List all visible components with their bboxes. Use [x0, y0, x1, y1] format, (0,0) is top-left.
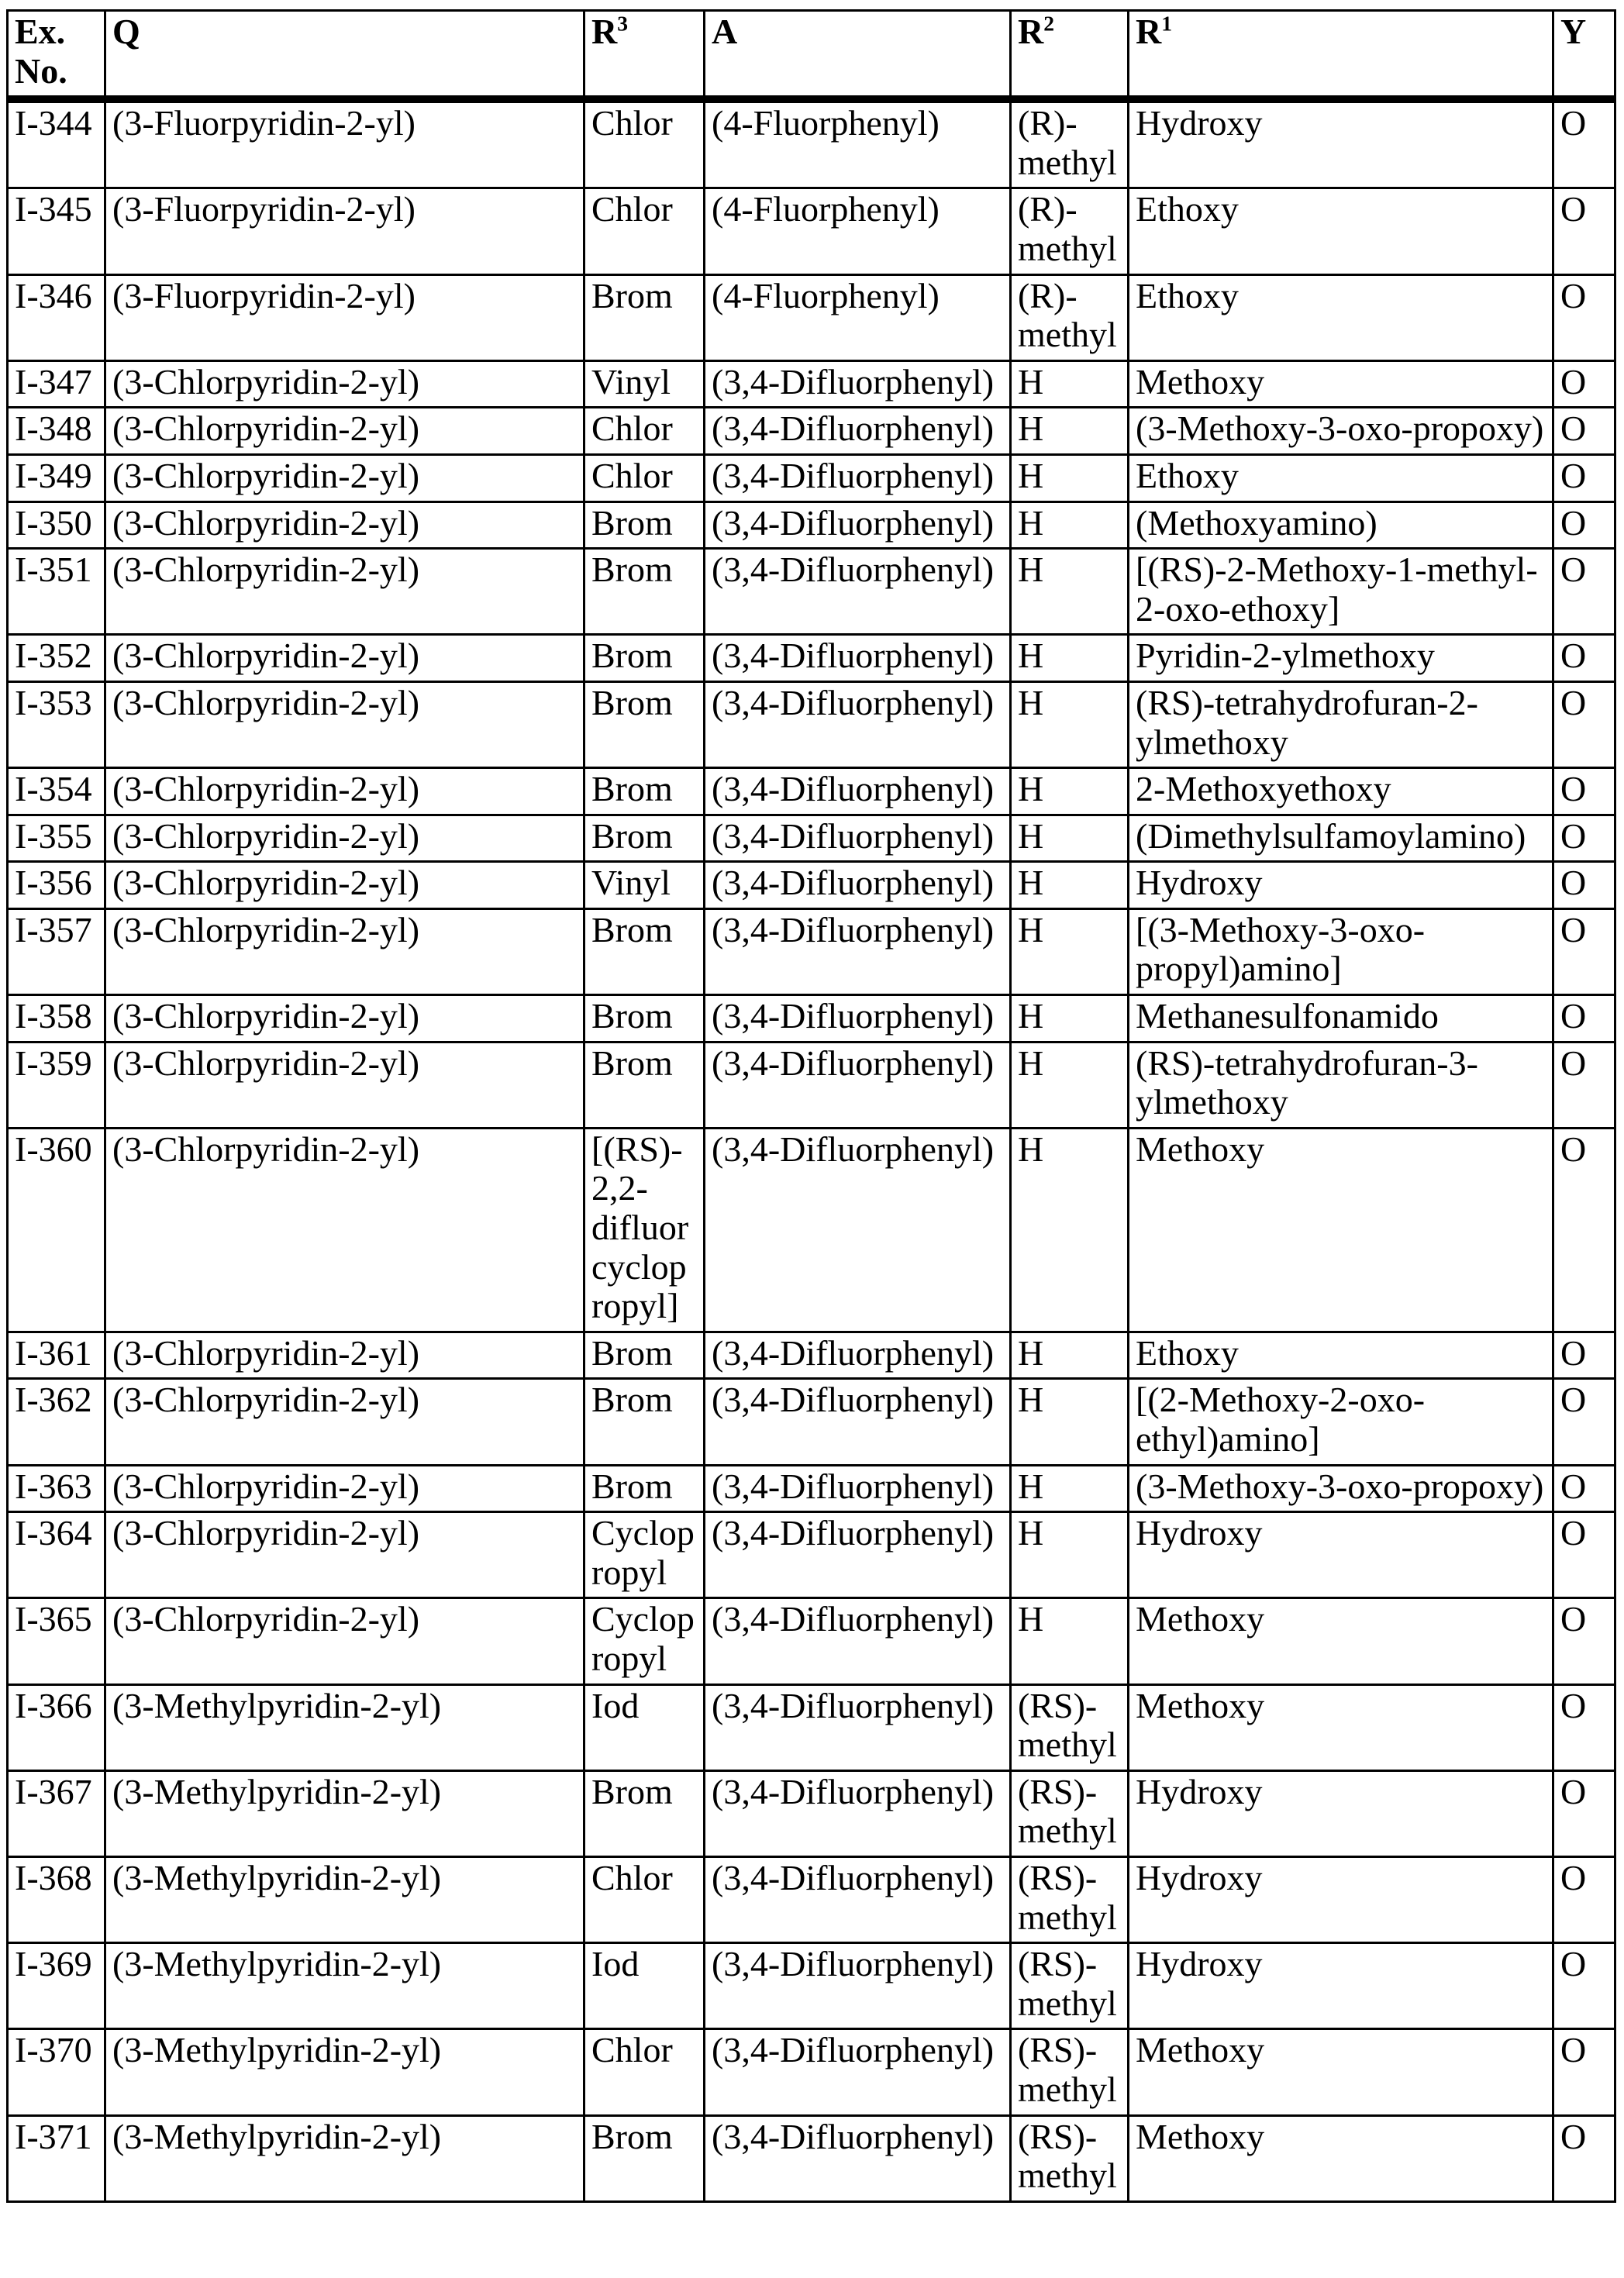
- cell-r1: Methoxy: [1129, 1128, 1553, 1332]
- cell-ex-no: I-357: [8, 908, 105, 994]
- cell-a: (3,4-Difluorphenyl): [705, 1684, 1011, 1770]
- cell-r3: Chlor: [584, 454, 705, 501]
- cell-r1: Ethoxy: [1129, 274, 1553, 360]
- cell-a: (3,4-Difluorphenyl): [705, 1512, 1011, 1598]
- cell-q: (3-Chlorpyridin-2-yl): [105, 1465, 584, 1512]
- cell-a: (3,4-Difluorphenyl): [705, 1332, 1011, 1379]
- cell-y: O: [1553, 188, 1615, 274]
- cell-a: (3,4-Difluorphenyl): [705, 681, 1011, 767]
- cell-ex-no: I-366: [8, 1684, 105, 1770]
- cell-ex-no: I-359: [8, 1042, 105, 1128]
- cell-r3: Brom: [584, 681, 705, 767]
- cell-q: (3-Chlorpyridin-2-yl): [105, 1598, 584, 1684]
- cell-r2: H: [1011, 862, 1129, 909]
- cell-r2: (RS)-methyl: [1011, 2115, 1129, 2201]
- cell-ex-no: I-360: [8, 1128, 105, 1332]
- cell-q: (3-Chlorpyridin-2-yl): [105, 454, 584, 501]
- cell-ex-no: I-346: [8, 274, 105, 360]
- cell-a: (3,4-Difluorphenyl): [705, 2115, 1011, 2201]
- cell-y: O: [1553, 2115, 1615, 2201]
- cell-r1: (RS)-tetrahydrofuran-3-ylmethoxy: [1129, 1042, 1553, 1128]
- cell-y: O: [1553, 1332, 1615, 1379]
- cell-q: (3-Chlorpyridin-2-yl): [105, 549, 584, 635]
- cell-q: (3-Methylpyridin-2-yl): [105, 2029, 584, 2115]
- cell-r2: H: [1011, 549, 1129, 635]
- cell-y: O: [1553, 908, 1615, 994]
- cell-r1: (3-Methoxy-3-oxo-propoxy): [1129, 408, 1553, 455]
- cell-q: (3-Chlorpyridin-2-yl): [105, 908, 584, 994]
- cell-y: O: [1553, 635, 1615, 682]
- table-row: [8, 768, 1615, 815]
- cell-y: O: [1553, 549, 1615, 635]
- cell-r2: H: [1011, 408, 1129, 455]
- column-label: Y: [1560, 12, 1587, 51]
- cell-ex-no: I-355: [8, 815, 105, 862]
- cell-r1: Methoxy: [1129, 1684, 1553, 1770]
- cell-ex-no: I-347: [8, 360, 105, 408]
- column-label: R: [1136, 12, 1162, 51]
- cell-ex-no: I-367: [8, 1770, 105, 1856]
- table-row: [8, 635, 1615, 682]
- cell-r3: Brom: [584, 501, 705, 549]
- cell-ex-no: I-371: [8, 2115, 105, 2201]
- cell-r1: Ethoxy: [1129, 1332, 1553, 1379]
- cell-y: O: [1553, 2029, 1615, 2115]
- column-label: Q: [112, 12, 140, 51]
- cell-ex-no: I-363: [8, 1465, 105, 1512]
- table-row: [8, 408, 1615, 455]
- cell-r1: (RS)-tetrahydrofuran-2-ylmethoxy: [1129, 681, 1553, 767]
- cell-r1: [(2-Methoxy-2-oxo-ethyl)amino]: [1129, 1379, 1553, 1465]
- cell-r3: [(RS)-2,2-difluorcyclopropyl]: [584, 1128, 705, 1332]
- cell-r3: Cyclopropyl: [584, 1512, 705, 1598]
- cell-a: (3,4-Difluorphenyl): [705, 1042, 1011, 1128]
- cell-a: (3,4-Difluorphenyl): [705, 408, 1011, 455]
- cell-a: (3,4-Difluorphenyl): [705, 1856, 1011, 1942]
- table-row: [8, 549, 1615, 635]
- cell-r3: Iod: [584, 1684, 705, 1770]
- cell-ex-no: I-351: [8, 549, 105, 635]
- cell-r2: (R)-methyl: [1011, 99, 1129, 188]
- cell-ex-no: I-362: [8, 1379, 105, 1465]
- cell-r1: Methoxy: [1129, 360, 1553, 408]
- table-row: [8, 1770, 1615, 1856]
- cell-r2: H: [1011, 1512, 1129, 1598]
- cell-y: O: [1553, 1770, 1615, 1856]
- cell-r2: H: [1011, 501, 1129, 549]
- cell-ex-no: I-352: [8, 635, 105, 682]
- cell-r1: (3-Methoxy-3-oxo-propoxy): [1129, 1465, 1553, 1512]
- cell-q: (3-Methylpyridin-2-yl): [105, 1770, 584, 1856]
- cell-y: O: [1553, 862, 1615, 909]
- cell-y: O: [1553, 768, 1615, 815]
- cell-r2: (RS)-methyl: [1011, 1943, 1129, 2029]
- cell-a: (3,4-Difluorphenyl): [705, 501, 1011, 549]
- cell-r1: Methoxy: [1129, 2029, 1553, 2115]
- cell-y: O: [1553, 1856, 1615, 1942]
- cell-r1: Ethoxy: [1129, 454, 1553, 501]
- col-header-a: [705, 11, 1011, 100]
- column-label: Ex. No.: [15, 12, 67, 91]
- table-row: [8, 1379, 1615, 1465]
- cell-r3: Chlor: [584, 2029, 705, 2115]
- table-row: [8, 501, 1615, 549]
- cell-r3: Chlor: [584, 188, 705, 274]
- cell-r2: H: [1011, 1598, 1129, 1684]
- table-row: [8, 681, 1615, 767]
- table-row: [8, 188, 1615, 274]
- cell-a: (3,4-Difluorphenyl): [705, 360, 1011, 408]
- column-label: R: [591, 12, 618, 51]
- cell-a: (3,4-Difluorphenyl): [705, 1770, 1011, 1856]
- cell-r1: Methanesulfonamido: [1129, 995, 1553, 1043]
- cell-r2: H: [1011, 1042, 1129, 1128]
- cell-q: (3-Fluorpyridin-2-yl): [105, 188, 584, 274]
- cell-r2: (R)-methyl: [1011, 274, 1129, 360]
- column-superscript: 1: [1161, 11, 1173, 36]
- cell-r2: H: [1011, 1128, 1129, 1332]
- table-row: [8, 454, 1615, 501]
- cell-a: (3,4-Difluorphenyl): [705, 635, 1011, 682]
- cell-r3: Brom: [584, 995, 705, 1043]
- cell-r1: (Methoxyamino): [1129, 501, 1553, 549]
- cell-r2: (R)-methyl: [1011, 188, 1129, 274]
- cell-r3: Chlor: [584, 408, 705, 455]
- cell-r2: H: [1011, 768, 1129, 815]
- cell-y: O: [1553, 995, 1615, 1043]
- col-header-r2: [1011, 11, 1129, 100]
- cell-r2: H: [1011, 1332, 1129, 1379]
- table-row: [8, 815, 1615, 862]
- cell-r3: Brom: [584, 549, 705, 635]
- cell-a: (3,4-Difluorphenyl): [705, 1465, 1011, 1512]
- cell-r1: Hydroxy: [1129, 862, 1553, 909]
- cell-a: (3,4-Difluorphenyl): [705, 768, 1011, 815]
- col-header-r1: [1129, 11, 1553, 100]
- table-row: [8, 1042, 1615, 1128]
- cell-r3: Brom: [584, 2115, 705, 2201]
- cell-a: (3,4-Difluorphenyl): [705, 1379, 1011, 1465]
- cell-q: (3-Fluorpyridin-2-yl): [105, 99, 584, 188]
- cell-ex-no: I-369: [8, 1943, 105, 2029]
- cell-y: O: [1553, 99, 1615, 188]
- table-row: [8, 360, 1615, 408]
- cell-q: (3-Methylpyridin-2-yl): [105, 1943, 584, 2029]
- table-row: [8, 1465, 1615, 1512]
- table-row: [8, 862, 1615, 909]
- cell-r1: Methoxy: [1129, 2115, 1553, 2201]
- cell-r2: (RS)-methyl: [1011, 1684, 1129, 1770]
- cell-a: (3,4-Difluorphenyl): [705, 549, 1011, 635]
- cell-q: (3-Methylpyridin-2-yl): [105, 1856, 584, 1942]
- cell-a: (3,4-Difluorphenyl): [705, 1128, 1011, 1332]
- cell-r2: H: [1011, 908, 1129, 994]
- cell-r3: Brom: [584, 1465, 705, 1512]
- cell-ex-no: I-349: [8, 454, 105, 501]
- cell-r3: Brom: [584, 1042, 705, 1128]
- cell-y: O: [1553, 815, 1615, 862]
- cell-q: (3-Chlorpyridin-2-yl): [105, 1332, 584, 1379]
- table-row: [8, 1943, 1615, 2029]
- column-label: R: [1018, 12, 1044, 51]
- cell-r3: Vinyl: [584, 862, 705, 909]
- cell-q: (3-Chlorpyridin-2-yl): [105, 815, 584, 862]
- table-row: [8, 274, 1615, 360]
- cell-ex-no: I-350: [8, 501, 105, 549]
- cell-y: O: [1553, 681, 1615, 767]
- cell-r2: H: [1011, 815, 1129, 862]
- cell-q: (3-Fluorpyridin-2-yl): [105, 274, 584, 360]
- cell-r2: H: [1011, 681, 1129, 767]
- cell-q: (3-Chlorpyridin-2-yl): [105, 768, 584, 815]
- cell-r2: H: [1011, 1379, 1129, 1465]
- cell-y: O: [1553, 1684, 1615, 1770]
- cell-ex-no: I-344: [8, 99, 105, 188]
- cell-ex-no: I-354: [8, 768, 105, 815]
- cell-a: (3,4-Difluorphenyl): [705, 2029, 1011, 2115]
- table-row: [8, 1856, 1615, 1942]
- cell-r2: H: [1011, 1465, 1129, 1512]
- cell-r3: Chlor: [584, 99, 705, 188]
- cell-r1: Methoxy: [1129, 1598, 1553, 1684]
- cell-r3: Brom: [584, 1332, 705, 1379]
- table-row: [8, 1512, 1615, 1598]
- cell-y: O: [1553, 408, 1615, 455]
- cell-r1: Hydroxy: [1129, 1856, 1553, 1942]
- cell-r3: Vinyl: [584, 360, 705, 408]
- cell-q: (3-Chlorpyridin-2-yl): [105, 1128, 584, 1332]
- cell-a: (3,4-Difluorphenyl): [705, 454, 1011, 501]
- cell-r1: 2-Methoxyethoxy: [1129, 768, 1553, 815]
- cell-q: (3-Methylpyridin-2-yl): [105, 1684, 584, 1770]
- cell-r1: Hydroxy: [1129, 1943, 1553, 2029]
- column-label: A: [712, 12, 738, 51]
- cell-r1: Hydroxy: [1129, 99, 1553, 188]
- cell-ex-no: I-345: [8, 188, 105, 274]
- cell-y: O: [1553, 1943, 1615, 2029]
- cell-a: (3,4-Difluorphenyl): [705, 1943, 1011, 2029]
- col-header-q: [105, 11, 584, 100]
- cell-a: (4-Fluorphenyl): [705, 188, 1011, 274]
- cell-y: O: [1553, 274, 1615, 360]
- cell-r3: Brom: [584, 1379, 705, 1465]
- cell-y: O: [1553, 1379, 1615, 1465]
- cell-y: O: [1553, 1512, 1615, 1598]
- table-row: [8, 1598, 1615, 1684]
- cell-r1: Pyridin-2-ylmethoxy: [1129, 635, 1553, 682]
- cell-q: (3-Chlorpyridin-2-yl): [105, 360, 584, 408]
- cell-r2: (RS)-methyl: [1011, 1856, 1129, 1942]
- cell-a: (3,4-Difluorphenyl): [705, 815, 1011, 862]
- cell-r2: (RS)-methyl: [1011, 2029, 1129, 2115]
- cell-q: (3-Chlorpyridin-2-yl): [105, 995, 584, 1043]
- cell-q: (3-Chlorpyridin-2-yl): [105, 862, 584, 909]
- cell-ex-no: I-358: [8, 995, 105, 1043]
- cell-r1: (Dimethylsulfamoylamino): [1129, 815, 1553, 862]
- cell-a: (3,4-Difluorphenyl): [705, 908, 1011, 994]
- col-header-y: [1553, 11, 1615, 100]
- compound-table: [6, 9, 1616, 2203]
- column-superscript: 2: [1043, 11, 1055, 36]
- table-row: [8, 1684, 1615, 1770]
- cell-r3: Brom: [584, 635, 705, 682]
- table-row: [8, 2115, 1615, 2201]
- cell-y: O: [1553, 501, 1615, 549]
- cell-q: (3-Chlorpyridin-2-yl): [105, 408, 584, 455]
- cell-y: O: [1553, 454, 1615, 501]
- cell-r1: Ethoxy: [1129, 188, 1553, 274]
- cell-r2: H: [1011, 635, 1129, 682]
- cell-q: (3-Chlorpyridin-2-yl): [105, 1379, 584, 1465]
- cell-y: O: [1553, 1042, 1615, 1128]
- cell-r1: [(RS)-2-Methoxy-1-methyl-2-oxo-ethoxy]: [1129, 549, 1553, 635]
- table-row: [8, 2029, 1615, 2115]
- table-row: [8, 1128, 1615, 1332]
- cell-r2: (RS)-methyl: [1011, 1770, 1129, 1856]
- cell-r3: Cyclopropyl: [584, 1598, 705, 1684]
- cell-ex-no: I-368: [8, 1856, 105, 1942]
- cell-r2: H: [1011, 454, 1129, 501]
- cell-r3: Iod: [584, 1943, 705, 2029]
- cell-r3: Brom: [584, 1770, 705, 1856]
- table-row: [8, 1332, 1615, 1379]
- table-row: [8, 908, 1615, 994]
- cell-q: (3-Chlorpyridin-2-yl): [105, 1512, 584, 1598]
- table-row: [8, 995, 1615, 1043]
- table-body: [8, 99, 1615, 2201]
- cell-y: O: [1553, 360, 1615, 408]
- cell-r2: H: [1011, 995, 1129, 1043]
- col-header-ex-no: [8, 11, 105, 100]
- cell-y: O: [1553, 1128, 1615, 1332]
- cell-r2: H: [1011, 360, 1129, 408]
- cell-y: O: [1553, 1465, 1615, 1512]
- cell-r1: Hydroxy: [1129, 1512, 1553, 1598]
- cell-q: (3-Chlorpyridin-2-yl): [105, 1042, 584, 1128]
- cell-q: (3-Chlorpyridin-2-yl): [105, 681, 584, 767]
- cell-r3: Brom: [584, 908, 705, 994]
- cell-a: (3,4-Difluorphenyl): [705, 862, 1011, 909]
- cell-ex-no: I-370: [8, 2029, 105, 2115]
- cell-a: (4-Fluorphenyl): [705, 274, 1011, 360]
- cell-r3: Brom: [584, 274, 705, 360]
- cell-a: (3,4-Difluorphenyl): [705, 995, 1011, 1043]
- cell-ex-no: I-364: [8, 1512, 105, 1598]
- cell-q: (3-Methylpyridin-2-yl): [105, 2115, 584, 2201]
- cell-y: O: [1553, 1598, 1615, 1684]
- cell-ex-no: I-365: [8, 1598, 105, 1684]
- cell-r3: Brom: [584, 768, 705, 815]
- table-header: [8, 11, 1615, 100]
- cell-r1: [(3-Methoxy-3-oxo-propyl)amino]: [1129, 908, 1553, 994]
- col-header-r3: [584, 11, 705, 100]
- cell-q: (3-Chlorpyridin-2-yl): [105, 635, 584, 682]
- cell-ex-no: I-353: [8, 681, 105, 767]
- cell-ex-no: I-348: [8, 408, 105, 455]
- header-row: [8, 11, 1615, 100]
- column-superscript: 3: [617, 11, 629, 36]
- cell-r3: Brom: [584, 815, 705, 862]
- cell-ex-no: I-361: [8, 1332, 105, 1379]
- cell-a: (3,4-Difluorphenyl): [705, 1598, 1011, 1684]
- cell-r3: Chlor: [584, 1856, 705, 1942]
- table-row: [8, 99, 1615, 188]
- cell-r1: Hydroxy: [1129, 1770, 1553, 1856]
- cell-a: (4-Fluorphenyl): [705, 99, 1011, 188]
- cell-q: (3-Chlorpyridin-2-yl): [105, 501, 584, 549]
- cell-ex-no: I-356: [8, 862, 105, 909]
